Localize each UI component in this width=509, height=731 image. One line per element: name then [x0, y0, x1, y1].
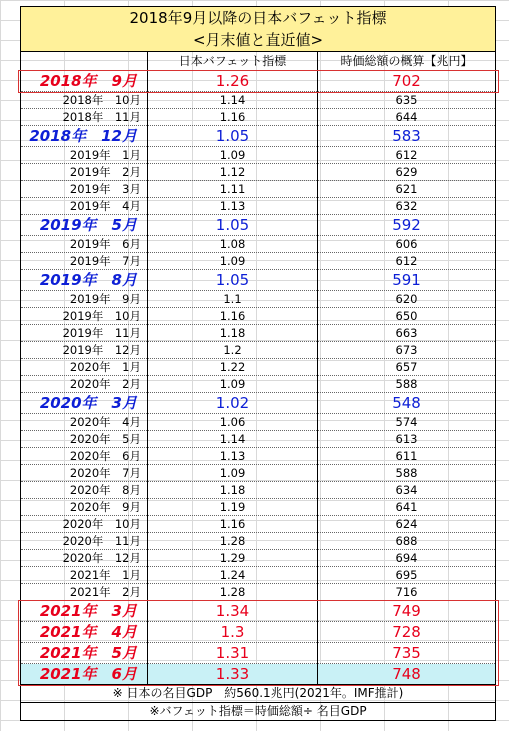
row-date: 2020年 9月	[21, 499, 148, 516]
row-date: 2021年 5月	[21, 643, 148, 664]
row-market-cap: 695	[318, 567, 496, 584]
table-row	[21, 414, 496, 431]
row-market-cap: 650	[318, 308, 496, 325]
row-indicator: 1.11	[148, 181, 318, 198]
row-indicator: 1.13	[148, 198, 318, 215]
table-row	[21, 465, 496, 482]
row-market-cap: 548	[318, 393, 496, 414]
row-indicator: 1.22	[148, 359, 318, 376]
row-market-cap: 574	[318, 414, 496, 431]
title-row-1	[21, 7, 496, 30]
row-market-cap: 663	[318, 325, 496, 342]
row-indicator: 1.08	[148, 236, 318, 253]
table-row	[21, 567, 496, 584]
table-row	[21, 198, 496, 215]
row-date: 2020年 1月	[21, 359, 148, 376]
row-market-cap: 629	[318, 164, 496, 181]
row-indicator: 1.02	[148, 393, 318, 414]
table-row	[21, 584, 496, 601]
row-date: 2020年 6月	[21, 448, 148, 465]
row-indicator: 1.33	[148, 664, 318, 685]
row-market-cap: 728	[318, 622, 496, 643]
row-market-cap: 673	[318, 342, 496, 359]
row-indicator: 1.14	[148, 431, 318, 448]
row-date: 2020年 2月	[21, 376, 148, 393]
row-indicator: 1.1	[148, 291, 318, 308]
row-market-cap: 591	[318, 270, 496, 291]
footnote-gdp: ※ 日本の名目GDP 約560.1兆円(2021年。IMF推計)	[21, 685, 496, 703]
header-indicator: 日本バフェット指標	[148, 52, 318, 71]
row-market-cap: 588	[318, 376, 496, 393]
row-indicator: 1.05	[148, 215, 318, 236]
row-market-cap: 621	[318, 181, 496, 198]
row-indicator: 1.14	[148, 92, 318, 109]
row-market-cap: 612	[318, 253, 496, 270]
row-indicator: 1.09	[148, 465, 318, 482]
row-date: 2019年 10月	[21, 308, 148, 325]
row-indicator: 1.13	[148, 448, 318, 465]
table-row	[21, 71, 496, 92]
row-date: 2020年 5月	[21, 431, 148, 448]
row-indicator: 1.29	[148, 550, 318, 567]
row-market-cap: 688	[318, 533, 496, 550]
footnote-formula: ※バフェット指標＝時価総額÷ 名目GDP	[21, 703, 496, 721]
row-indicator: 1.18	[148, 482, 318, 499]
footnote-row-1	[21, 685, 496, 703]
header-market-cap: 時価総額の概算【兆円】	[318, 52, 496, 71]
row-market-cap: 611	[318, 448, 496, 465]
row-date: 2019年 6月	[21, 236, 148, 253]
row-indicator: 1.31	[148, 643, 318, 664]
row-indicator: 1.09	[148, 253, 318, 270]
row-market-cap: 641	[318, 499, 496, 516]
row-date: 2019年 8月	[21, 270, 148, 291]
table-row	[21, 164, 496, 181]
table-row	[21, 308, 496, 325]
row-market-cap: 749	[318, 601, 496, 622]
table-row	[21, 376, 496, 393]
title-row-2	[21, 29, 496, 52]
table-row	[21, 291, 496, 308]
table-row	[21, 109, 496, 126]
row-date: 2019年 5月	[21, 215, 148, 236]
row-date: 2019年 9月	[21, 291, 148, 308]
row-indicator: 1.3	[148, 622, 318, 643]
row-indicator: 1.09	[148, 147, 318, 164]
table-row	[21, 448, 496, 465]
row-indicator: 1.05	[148, 270, 318, 291]
row-market-cap: 606	[318, 236, 496, 253]
row-market-cap: 620	[318, 291, 496, 308]
row-date: 2020年 3月	[21, 393, 148, 414]
table-row	[21, 92, 496, 109]
row-indicator: 1.06	[148, 414, 318, 431]
row-market-cap: 612	[318, 147, 496, 164]
row-date: 2021年 1月	[21, 567, 148, 584]
row-market-cap: 635	[318, 92, 496, 109]
table-row	[21, 270, 496, 291]
table-row	[21, 181, 496, 198]
row-market-cap: 644	[318, 109, 496, 126]
table-row	[21, 147, 496, 164]
table-row	[21, 431, 496, 448]
row-date: 2021年 2月	[21, 584, 148, 601]
table-row	[21, 516, 496, 533]
row-market-cap: 592	[318, 215, 496, 236]
header-row	[21, 52, 496, 71]
row-market-cap: 632	[318, 198, 496, 215]
table-row	[21, 533, 496, 550]
row-date: 2020年 7月	[21, 465, 148, 482]
row-indicator: 1.34	[148, 601, 318, 622]
row-market-cap: 716	[318, 584, 496, 601]
row-market-cap: 748	[318, 664, 496, 685]
table-row	[21, 126, 496, 147]
row-market-cap: 702	[318, 71, 496, 92]
row-date: 2018年 12月	[21, 126, 148, 147]
table-row	[21, 393, 496, 414]
row-indicator: 1.05	[148, 126, 318, 147]
row-indicator: 1.18	[148, 325, 318, 342]
row-market-cap: 588	[318, 465, 496, 482]
table-row	[21, 664, 496, 685]
header-date	[21, 52, 148, 71]
table-row	[21, 482, 496, 499]
row-indicator: 1.09	[148, 376, 318, 393]
row-date: 2019年 1月	[21, 147, 148, 164]
row-market-cap: 583	[318, 126, 496, 147]
table-subtitle: <月末値と直近値>	[21, 29, 496, 52]
row-indicator: 1.24	[148, 567, 318, 584]
row-indicator: 1.16	[148, 109, 318, 126]
row-date: 2018年 9月	[21, 71, 148, 92]
row-market-cap: 634	[318, 482, 496, 499]
table-title: 2018年9月以降の日本バフェット指標	[21, 7, 496, 30]
row-date: 2019年 11月	[21, 325, 148, 342]
table-row	[21, 342, 496, 359]
row-date: 2021年 4月	[21, 622, 148, 643]
row-indicator: 1.28	[148, 533, 318, 550]
table-row	[21, 643, 496, 664]
footnote-row-2	[21, 703, 496, 721]
row-date: 2019年 2月	[21, 164, 148, 181]
row-market-cap: 624	[318, 516, 496, 533]
row-date: 2020年 10月	[21, 516, 148, 533]
table-row	[21, 215, 496, 236]
row-market-cap: 694	[318, 550, 496, 567]
row-date: 2020年 8月	[21, 482, 148, 499]
table-row	[21, 253, 496, 270]
buffett-indicator-table-wrapper	[20, 6, 495, 721]
table-row	[21, 499, 496, 516]
row-date: 2019年 12月	[21, 342, 148, 359]
table-row	[21, 325, 496, 342]
row-date: 2018年 10月	[21, 92, 148, 109]
row-date: 2020年 11月	[21, 533, 148, 550]
row-date: 2020年 4月	[21, 414, 148, 431]
table-row	[21, 601, 496, 622]
row-indicator: 1.26	[148, 71, 318, 92]
row-indicator: 1.2	[148, 342, 318, 359]
row-indicator: 1.19	[148, 499, 318, 516]
row-date: 2019年 7月	[21, 253, 148, 270]
table-row	[21, 622, 496, 643]
row-date: 2021年 3月	[21, 601, 148, 622]
row-indicator: 1.12	[148, 164, 318, 181]
row-date: 2019年 4月	[21, 198, 148, 215]
row-market-cap: 657	[318, 359, 496, 376]
row-indicator: 1.16	[148, 308, 318, 325]
row-market-cap: 735	[318, 643, 496, 664]
row-indicator: 1.16	[148, 516, 318, 533]
row-date: 2020年 12月	[21, 550, 148, 567]
row-date: 2018年 11月	[21, 109, 148, 126]
row-date: 2019年 3月	[21, 181, 148, 198]
row-market-cap: 613	[318, 431, 496, 448]
buffett-indicator-table	[20, 6, 496, 721]
table-row	[21, 359, 496, 376]
table-row	[21, 550, 496, 567]
table-row	[21, 236, 496, 253]
row-date: 2021年 6月	[21, 664, 148, 685]
row-indicator: 1.28	[148, 584, 318, 601]
